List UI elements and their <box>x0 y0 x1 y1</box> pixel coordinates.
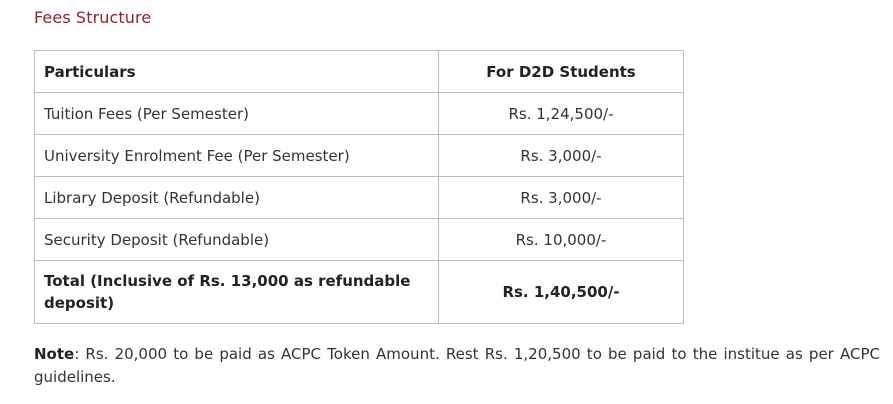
row-amount: Rs. 1,24,500/- <box>439 93 684 135</box>
row-amount: Rs. 10,000/- <box>439 219 684 261</box>
row-particular: Library Deposit (Refundable) <box>35 177 439 219</box>
table-row <box>35 93 684 135</box>
row-particular: Tuition Fees (Per Semester) <box>35 93 439 135</box>
header-d2d-students: For D2D Students <box>439 51 684 93</box>
table-row <box>35 219 684 261</box>
total-amount: Rs. 1,40,500/- <box>439 261 684 324</box>
total-particular: Total (Inclusive of Rs. 13,000 as refundable deposit) <box>35 261 439 324</box>
table-header-row <box>35 51 684 93</box>
table-total-row <box>35 261 684 324</box>
note-paragraph <box>34 343 880 389</box>
header-particulars: Particulars <box>35 51 439 93</box>
row-particular: Security Deposit (Refundable) <box>35 219 439 261</box>
fees-table <box>34 50 684 324</box>
note-label: Note <box>34 345 75 363</box>
table-row <box>35 177 684 219</box>
row-amount: Rs. 3,000/- <box>439 177 684 219</box>
row-amount: Rs. 3,000/- <box>439 135 684 177</box>
row-particular: University Enrolment Fee (Per Semester) <box>35 135 439 177</box>
section-title: Fees Structure <box>34 8 152 27</box>
table-row <box>35 135 684 177</box>
note-text: : Rs. 20,000 to be paid as ACPC Token Amount. Rest Rs. 1,20,500 to be paid to the institue as per ACPC guidelines. <box>34 345 880 386</box>
